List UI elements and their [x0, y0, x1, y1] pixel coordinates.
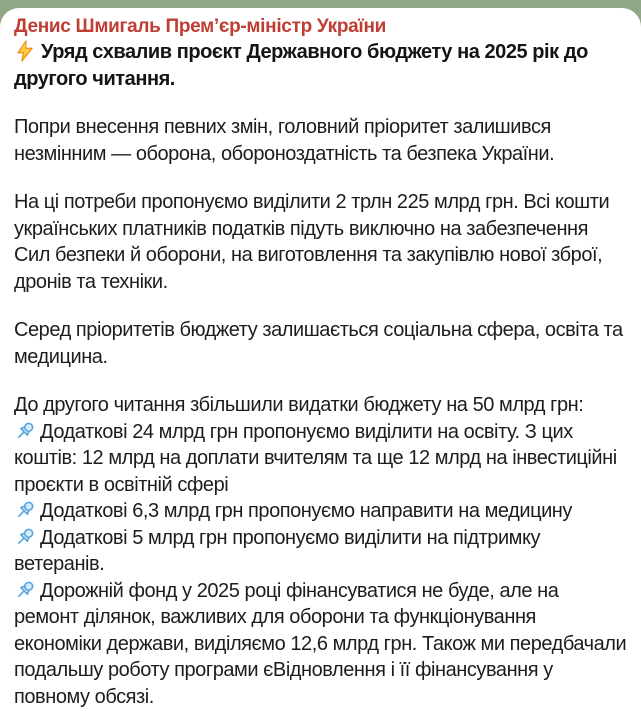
headline-text: Уряд схвалив проєкт Державного бюджету на 2025 рік до другого читання. [14, 41, 588, 90]
bullet-text: Додаткові 24 млрд грн пропонуємо виділити на освіту. З цих коштів: 12 млрд на доплати вчителям та ще 12 млрд на інвестиційні проєкти в освітній сфері [14, 420, 617, 496]
paragraph: Попри внесення певних змін, головний пріоритет залишився незмінним — оборона, обороноздатність та безпека України. [14, 116, 555, 165]
author-name[interactable]: Денис Шмигаль Прем’єр-міністр України [14, 16, 387, 37]
pushpin-icon [14, 579, 36, 601]
budget-list [14, 392, 628, 710]
bullet-text: Додаткові 5 млрд грн пропонуємо виділити на підтримку ветеранів. [14, 526, 541, 575]
pushpin-icon [14, 526, 36, 548]
pushpin-icon [14, 499, 36, 521]
budget-bullet [14, 419, 628, 499]
lightning-icon [14, 40, 36, 62]
message-bubble [0, 8, 641, 728]
paragraph: Серед пріоритетів бюджету залишається соціальна сфера, освіта та медицина. [14, 319, 623, 368]
budget-bullet [14, 525, 628, 578]
budget-intro: До другого читання збільшили видатки бюджету на 50 млрд грн: [14, 394, 584, 416]
bullet-text: Додаткові 6,3 млрд грн пропонуємо направити на медицину [40, 500, 572, 522]
budget-bullet [14, 498, 628, 525]
paragraph: На ці потреби пропонуємо виділити 2 трлн 225 млрд грн. Всі кошти українських платників податків підуть виключно на забезпечення Сил безпеки й оборони, на виготовлення та закупівлю нової зброї, дронів та техніки. [14, 191, 610, 293]
bullet-text: Дорожній фонд у 2025 році фінансуватися не буде, але на ремонт ділянок, важливих для оборони та функціонування економіки держави, виділяємо 12,6 млрд грн. Також ми передбачали подальшу роботу програми єВідновлення і її фінансування у повному обсязі. [14, 579, 627, 708]
message-headline [14, 39, 628, 92]
pushpin-icon [14, 420, 36, 442]
budget-bullet [14, 578, 628, 711]
